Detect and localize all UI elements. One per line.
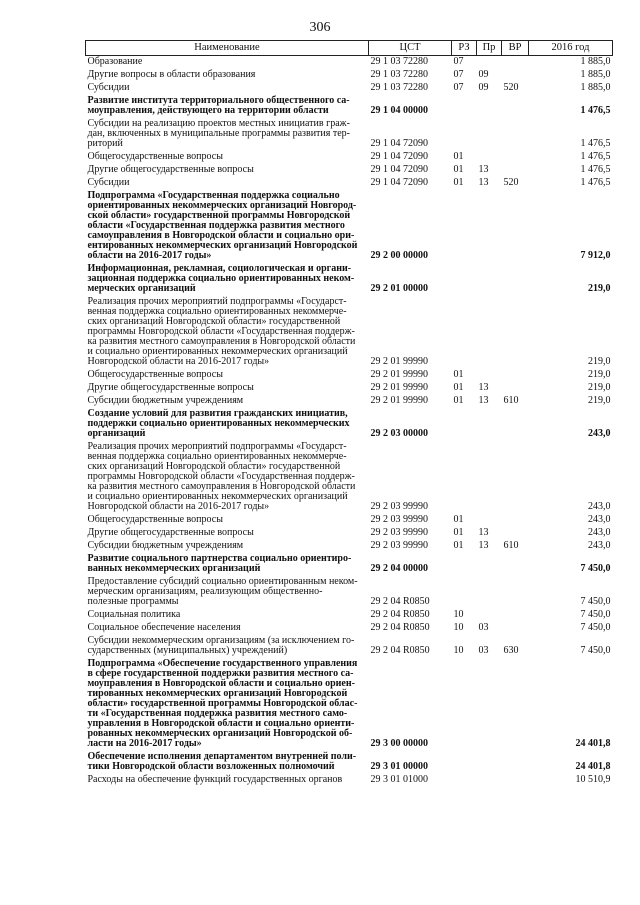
row-rz-cell: 07 <box>453 82 464 93</box>
row-sum-cell: 219,0 <box>588 356 611 367</box>
row-sum-cell: 1 885,0 <box>580 69 611 80</box>
row-cst-cell: 29 2 04 R0850 <box>370 609 430 620</box>
row-cst-cell: 29 2 03 99990 <box>370 514 428 525</box>
row-pr-cell: 03 <box>478 622 489 633</box>
header-year: 2016 год <box>529 41 613 56</box>
row-sum-cell: 7 450,0 <box>580 622 611 633</box>
row-name-cell: Образование <box>87 56 143 67</box>
table-row <box>86 622 613 635</box>
row-sum-cell: 10 510,9 <box>575 774 611 785</box>
row-rz-cell: 10 <box>453 622 464 633</box>
row-name-cell: Общегосударственные вопросы <box>87 151 223 162</box>
row-cst-cell: 29 2 03 99990 <box>370 501 428 512</box>
row-rz-cell: 07 <box>453 56 464 67</box>
table-row <box>86 69 613 82</box>
row-pr-cell <box>477 118 502 151</box>
header-vr: ВР <box>502 41 529 56</box>
table-row <box>86 263 613 296</box>
table-row <box>86 751 613 774</box>
table-header-row <box>86 41 613 56</box>
row-sum-cell: 243,0 <box>588 428 611 439</box>
table-row <box>86 395 613 408</box>
row-pr-cell <box>477 441 502 514</box>
row-sum-cell: 219,0 <box>588 395 611 406</box>
row-vr-cell <box>502 95 529 118</box>
row-rz-cell: 01 <box>453 151 464 162</box>
row-name-cell: Общегосударственные вопросы <box>87 514 223 525</box>
row-pr-cell <box>477 296 502 369</box>
row-pr-cell <box>477 95 502 118</box>
row-name-cell: Реализация прочих мероприятий подпрограммы «Государст- венная поддержка социально ориентированных некоммерче- ских организаций Новгородской области» государственной программы Новгородской области «Государственная поддерж- ка развития местного самоуправления в Новгородской области и социально ориентированных некоммерческих организаций Новгородской области на 2016-2017 годы» <box>87 441 356 512</box>
row-pr-cell <box>477 263 502 296</box>
row-vr-cell <box>502 514 529 527</box>
row-rz-cell <box>452 576 477 609</box>
row-name-cell: Субсидии бюджетным учреждениям <box>87 540 244 551</box>
row-name-cell: Общегосударственные вопросы <box>87 369 223 380</box>
row-rz-cell: 01 <box>453 369 464 380</box>
row-pr-cell: 13 <box>478 527 489 538</box>
row-vr-cell <box>502 56 529 70</box>
table-row <box>86 576 613 609</box>
row-sum-cell: 243,0 <box>588 527 611 538</box>
row-vr-cell <box>502 69 529 82</box>
row-name-cell: Субсидии на реализацию проектов местных инициатив граж- дан, включенных в муниципальные программы развития тер- риторий <box>87 118 351 149</box>
row-vr-cell <box>502 408 529 441</box>
row-vr-cell <box>502 369 529 382</box>
row-name-cell: Социальное обеспечение населения <box>87 622 241 633</box>
row-sum-cell: 219,0 <box>588 369 611 380</box>
row-vr-cell <box>502 263 529 296</box>
row-vr-cell <box>502 118 529 151</box>
row-name-cell: Другие общегосударственные вопросы <box>87 164 254 175</box>
table-row <box>86 635 613 658</box>
table-row <box>86 82 613 95</box>
row-pr-cell <box>477 609 502 622</box>
row-name-cell: Развитие института территориального общественного са- моуправления, действующего на территории области <box>87 95 350 116</box>
table-row <box>86 441 613 514</box>
row-vr-cell <box>502 553 529 576</box>
row-vr-cell <box>502 576 529 609</box>
row-pr-cell <box>477 553 502 576</box>
row-rz-cell <box>452 296 477 369</box>
row-pr-cell: 13 <box>478 382 489 393</box>
row-vr-cell <box>502 164 529 177</box>
table-row <box>86 553 613 576</box>
row-pr-cell <box>477 56 502 70</box>
table-row <box>86 382 613 395</box>
row-pr-cell: 09 <box>478 82 489 93</box>
row-cst-cell: 29 2 01 00000 <box>370 283 428 294</box>
row-cst-cell: 29 1 04 72090 <box>370 138 428 149</box>
row-sum-cell: 7 450,0 <box>580 645 611 656</box>
row-pr-cell <box>477 751 502 774</box>
row-vr-cell <box>502 774 529 787</box>
header-name: Наименование <box>86 41 369 56</box>
row-sum-cell: 1 885,0 <box>580 82 611 93</box>
row-name-cell: Реализация прочих мероприятий подпрограммы «Государст- венная поддержка социально ориентированных некоммерче- ских организаций Новгородской области» государственной программы Новгородской области «Государственная поддерж- ка развития местного самоуправления в Новгородской области и социально ориентированных некоммерческих организаций Новгородской области на 2016-2017 годы» <box>87 296 356 367</box>
row-pr-cell: 13 <box>478 540 489 551</box>
row-sum-cell: 7 450,0 <box>580 596 611 607</box>
table-row <box>86 369 613 382</box>
row-rz-cell: 01 <box>453 514 464 525</box>
row-rz-cell: 01 <box>453 382 464 393</box>
row-name-cell: Подпрограмма «Обеспечение государственного управления в сфере государственной поддержки развития местного са- моуправления в Новгородской области и социально ориен- тированных некоммерческих организаций Новгородской области» государственной программы Новгородской облас- ти «Государственная поддержка развития местного само- управления в Новгородской области и социально ориенти- рованных некоммерческих организаций Новгородской об- ласти на 2016-2017 годы» <box>87 658 358 749</box>
table-row <box>86 56 613 70</box>
row-cst-cell: 29 1 04 72090 <box>370 177 428 188</box>
row-vr-cell <box>502 151 529 164</box>
row-cst-cell: 29 2 03 99990 <box>370 540 428 551</box>
table-row <box>86 190 613 263</box>
table-row <box>86 408 613 441</box>
table-row <box>86 151 613 164</box>
row-rz-cell <box>452 118 477 151</box>
row-name-cell: Субсидии <box>87 82 130 93</box>
row-rz-cell: 10 <box>453 609 464 620</box>
row-cst-cell: 29 2 00 00000 <box>370 250 428 261</box>
row-rz-cell <box>452 263 477 296</box>
row-name-cell: Другие вопросы в области образования <box>87 69 256 80</box>
row-name-cell: Другие общегосударственные вопросы <box>87 527 254 538</box>
row-rz-cell <box>452 441 477 514</box>
row-cst-cell: 29 2 01 99990 <box>370 382 428 393</box>
row-vr-cell <box>502 658 529 751</box>
row-vr-cell <box>502 622 529 635</box>
row-rz-cell <box>452 553 477 576</box>
row-sum-cell: 219,0 <box>588 283 611 294</box>
row-pr-cell <box>477 514 502 527</box>
row-pr-cell: 09 <box>478 69 489 80</box>
table-row <box>86 527 613 540</box>
row-vr-cell: 520 <box>503 177 519 188</box>
row-vr-cell <box>502 751 529 774</box>
table-row <box>86 177 613 190</box>
row-rz-cell: 01 <box>453 527 464 538</box>
row-rz-cell: 01 <box>453 395 464 406</box>
row-rz-cell: 01 <box>453 177 464 188</box>
row-rz-cell: 01 <box>453 540 464 551</box>
row-name-cell: Субсидии бюджетным учреждениям <box>87 395 244 406</box>
row-pr-cell: 13 <box>478 395 489 406</box>
row-vr-cell <box>502 296 529 369</box>
row-cst-cell: 29 2 04 R0850 <box>370 622 430 633</box>
row-name-cell: Социальная политика <box>87 609 181 620</box>
row-cst-cell: 29 2 01 99990 <box>370 395 428 406</box>
row-sum-cell: 243,0 <box>588 540 611 551</box>
row-pr-cell <box>477 774 502 787</box>
row-cst-cell: 29 3 01 01000 <box>370 774 428 785</box>
header-rz: РЗ <box>452 41 477 56</box>
row-rz-cell: 07 <box>453 69 464 80</box>
row-cst-cell: 29 1 04 00000 <box>370 105 428 116</box>
table-row <box>86 164 613 177</box>
row-name-cell: Создание условий для развития гражданских инициатив, поддержки социально ориентированных некоммерческих организаций <box>87 408 350 439</box>
row-vr-cell <box>502 441 529 514</box>
row-pr-cell <box>477 190 502 263</box>
row-name-cell: Субсидии <box>87 177 130 188</box>
row-rz-cell: 10 <box>453 645 464 656</box>
row-name-cell: Информационная, рекламная, социологическая и органи- зационная поддержка социально ориентированных неком- мерческих организаций <box>87 263 355 294</box>
row-rz-cell <box>452 751 477 774</box>
row-sum-cell: 219,0 <box>588 382 611 393</box>
row-name-cell: Развитие социального партнерства социально ориентиро- ванных некоммерческих организаций <box>87 553 352 574</box>
row-name-cell: Субсидии некоммерческим организациям (за исключением го- сударственных (муниципальных) учреждений) <box>87 635 355 656</box>
row-cst-cell: 29 2 01 99990 <box>370 369 428 380</box>
row-sum-cell: 7 450,0 <box>580 563 611 574</box>
row-vr-cell: 630 <box>503 645 519 656</box>
budget-table <box>85 40 613 787</box>
row-pr-cell <box>477 408 502 441</box>
row-cst-cell: 29 2 03 00000 <box>370 428 428 439</box>
table-row <box>86 774 613 787</box>
row-rz-cell <box>452 408 477 441</box>
row-name-cell: Обеспечение исполнения департаментом внутренней поли- тики Новгородской области возложенных полномочий <box>87 751 357 772</box>
row-cst-cell: 29 1 03 72280 <box>370 56 428 67</box>
row-vr-cell <box>502 609 529 622</box>
row-sum-cell: 24 401,8 <box>575 738 611 749</box>
row-pr-cell: 13 <box>478 177 489 188</box>
row-sum-cell: 7 450,0 <box>580 609 611 620</box>
row-vr-cell <box>502 382 529 395</box>
row-vr-cell: 520 <box>503 82 519 93</box>
row-rz-cell <box>452 658 477 751</box>
row-sum-cell: 7 912,0 <box>580 250 611 261</box>
row-cst-cell: 29 2 01 99990 <box>370 356 428 367</box>
row-cst-cell: 29 3 01 00000 <box>370 761 428 772</box>
row-cst-cell: 29 1 04 72090 <box>370 164 428 175</box>
row-vr-cell: 610 <box>503 395 519 406</box>
row-sum-cell: 1 476,5 <box>580 164 611 175</box>
row-cst-cell: 29 2 03 99990 <box>370 527 428 538</box>
table-row <box>86 658 613 751</box>
row-rz-cell <box>452 190 477 263</box>
row-cst-cell: 29 2 04 R0850 <box>370 596 430 607</box>
row-vr-cell: 610 <box>503 540 519 551</box>
row-cst-cell: 29 1 04 72090 <box>370 151 428 162</box>
table-row <box>86 514 613 527</box>
row-rz-cell: 01 <box>453 164 464 175</box>
row-pr-cell: 03 <box>478 645 489 656</box>
row-vr-cell <box>502 527 529 540</box>
table-row <box>86 296 613 369</box>
table-row <box>86 540 613 553</box>
row-name-cell: Расходы на обеспечение функций государственных органов <box>87 774 343 785</box>
row-pr-cell <box>477 151 502 164</box>
table-row <box>86 609 613 622</box>
row-sum-cell: 1 885,0 <box>580 56 611 67</box>
table-row <box>86 118 613 151</box>
row-vr-cell <box>502 190 529 263</box>
row-cst-cell: 29 2 04 00000 <box>370 563 428 574</box>
header-pr: Пр <box>477 41 502 56</box>
row-cst-cell: 29 1 03 72280 <box>370 82 428 93</box>
row-cst-cell: 29 3 00 00000 <box>370 738 428 749</box>
row-name-cell: Предоставление субсидий социально ориентированным неком- мерческим организациям, реализующим общественно- полезные программы <box>87 576 358 607</box>
row-sum-cell: 1 476,5 <box>580 105 611 116</box>
row-pr-cell <box>477 658 502 751</box>
table-row <box>86 95 613 118</box>
row-sum-cell: 1 476,5 <box>580 151 611 162</box>
row-sum-cell: 243,0 <box>588 514 611 525</box>
row-rz-cell <box>452 95 477 118</box>
row-name-cell: Подпрограмма «Государственная поддержка социально ориентированных некоммерческих организаций Новгород- ской области» государственной программы Новгородской области «Государственная поддержка развития местного самоуправления в Новгородской области и социально ори- ентированных некоммерческих организаций Новгородской области на 2016-2017 годы» <box>87 190 358 261</box>
row-cst-cell: 29 2 04 R0850 <box>370 645 430 656</box>
row-pr-cell <box>477 369 502 382</box>
row-name-cell: Другие общегосударственные вопросы <box>87 382 254 393</box>
row-sum-cell: 24 401,8 <box>575 761 611 772</box>
row-sum-cell: 1 476,5 <box>580 177 611 188</box>
header-cst: ЦСТ <box>369 41 452 56</box>
row-cst-cell: 29 1 03 72280 <box>370 69 428 80</box>
row-sum-cell: 1 476,5 <box>580 138 611 149</box>
row-pr-cell <box>477 576 502 609</box>
row-rz-cell <box>452 774 477 787</box>
page-number: 306 <box>309 20 331 35</box>
row-pr-cell: 13 <box>478 164 489 175</box>
row-sum-cell: 243,0 <box>588 501 611 512</box>
